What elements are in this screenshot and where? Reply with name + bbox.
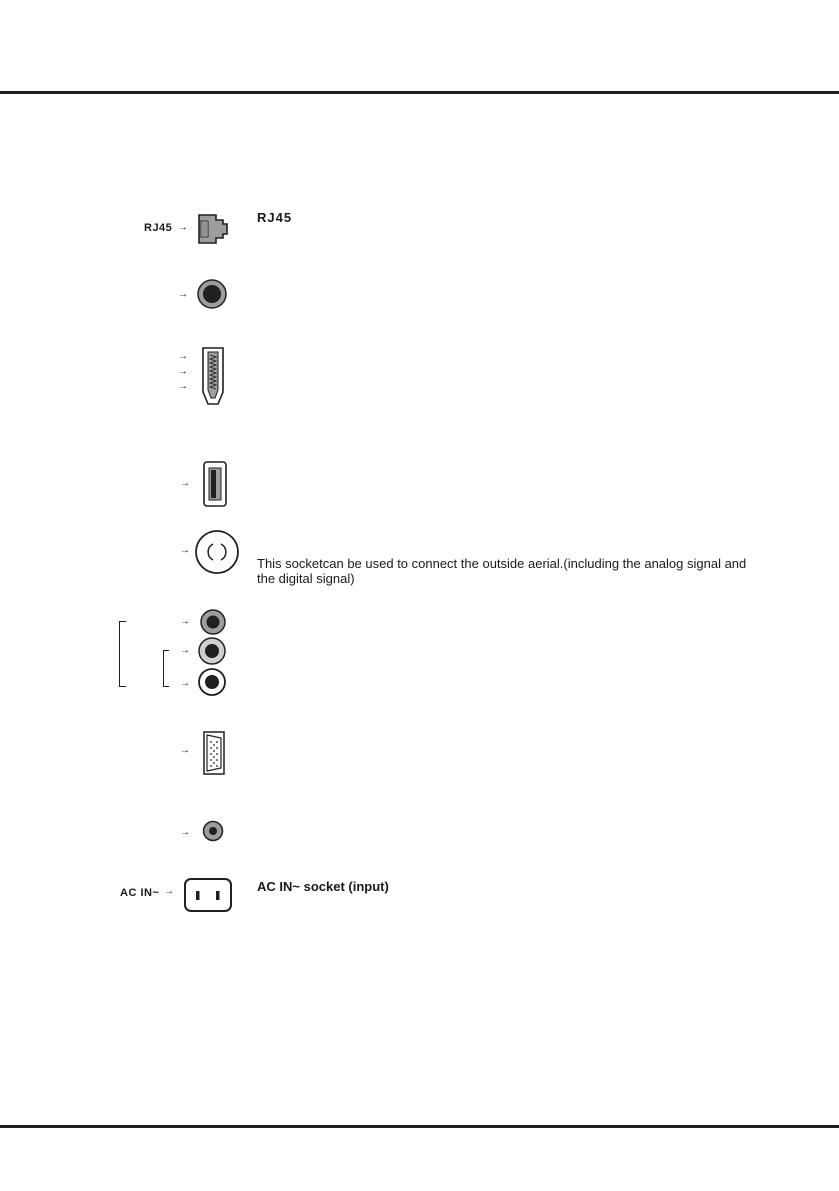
footer-rule [0, 1125, 839, 1128]
aerial-socket-icon [194, 529, 240, 575]
rj45-label: RJ45 [144, 222, 173, 234]
hdmi-port-icon [200, 346, 226, 406]
ac-in-heading: AC IN~ socket (input) [257, 879, 389, 894]
av-video-jack-icon [199, 608, 227, 636]
aerial-arrow: → [180, 545, 190, 556]
vga-arrow: → [180, 745, 190, 756]
rj45-heading: RJ45 [257, 210, 293, 225]
ac-in-arrow: → [164, 886, 174, 897]
ac-in-label: AC IN~ [120, 887, 160, 899]
hdmi-arrow-1: → [178, 351, 188, 362]
av-bracket-outer [119, 621, 126, 687]
aerial-description: This socketcan be used to connect the outside aerial.(including the analog signal and the digital signal) [257, 556, 747, 586]
vga-port-icon [202, 730, 226, 776]
rj45-port-icon [196, 213, 230, 245]
header-rule [0, 91, 839, 94]
rj45-arrow: → [178, 222, 188, 233]
av-audio-right-arrow: → [180, 678, 190, 689]
coaxial-arrow: → [180, 827, 190, 838]
ac-in-socket-icon [183, 877, 233, 913]
coaxial-jack-icon [202, 820, 224, 842]
av-bracket-inner [163, 650, 169, 687]
hdmi-arrow-3: → [178, 381, 188, 392]
av-video-arrow: → [180, 616, 190, 627]
usb-arrow: → [180, 478, 190, 489]
headphone-jack-icon [196, 278, 228, 310]
headphone-arrow: → [178, 289, 188, 300]
av-audio-left-jack-icon [197, 636, 227, 666]
av-audio-left-arrow: → [180, 645, 190, 656]
hdmi-arrow-2: → [178, 366, 188, 377]
av-audio-right-jack-icon [197, 667, 227, 697]
usb-port-icon [202, 460, 228, 508]
